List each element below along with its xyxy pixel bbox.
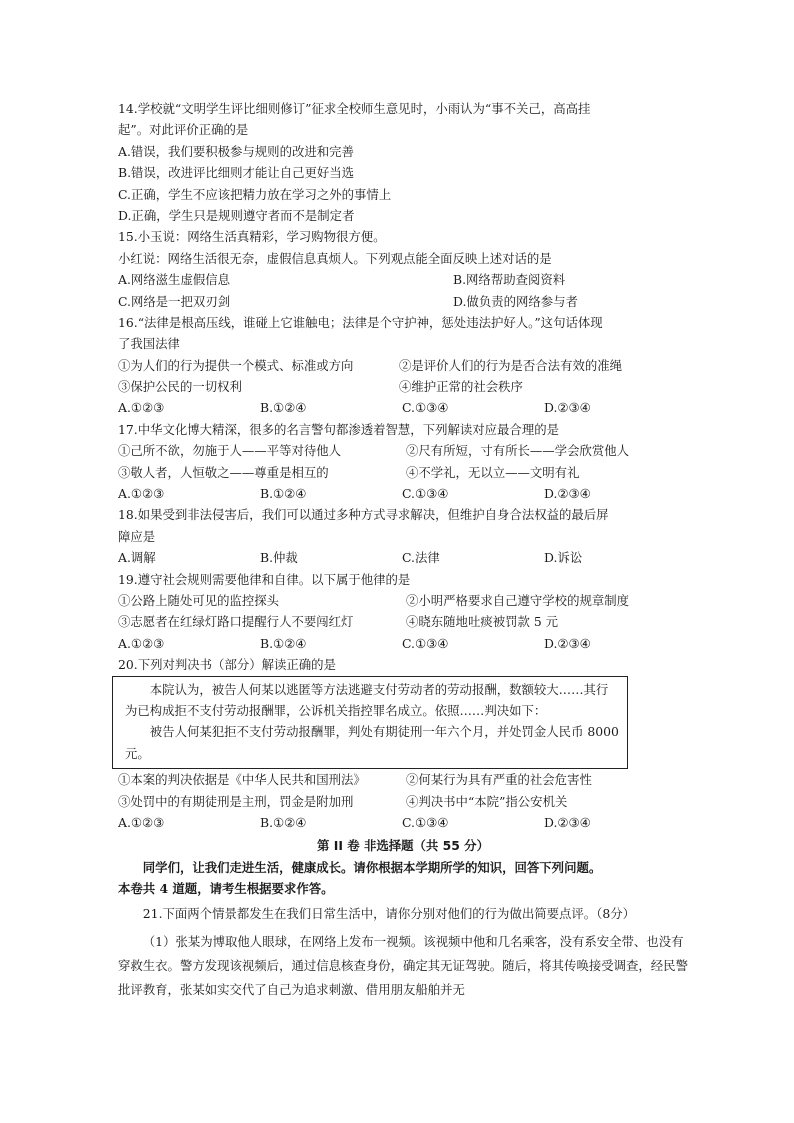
q16-stem-line-1: 16.“法律是根高压线，谁碰上它谁触电；法律是个守护神，惩处违法护好人。”这句话体现 — [118, 314, 603, 330]
q20-option-d: D.②③④ — [544, 814, 591, 830]
q17-item-2: ②尺有所短，寸有所长——学会欣赏他人 — [406, 443, 630, 459]
section-2-title: 第 II 卷 非选择题（共 55 分） — [317, 838, 489, 854]
q16-items-row-2 — [118, 376, 688, 397]
q15-option-d: D.做负责的网络参与者 — [453, 293, 578, 309]
q17-item-3: ③敬人者，人恒敬之——尊重是相互的 — [118, 464, 329, 480]
question-21 — [118, 903, 688, 1002]
q14-option-a: A.错误，我们要积极参与规则的改进和完善 — [118, 143, 354, 159]
q15-stem-line-1: 15.小玉说：网络生活真精彩，学习购物很方便。 — [118, 229, 386, 245]
q20-items-row-1 — [118, 769, 688, 790]
q14-option-d: D.正确，学生只是规则遵守者而不是制定者 — [118, 207, 355, 223]
q17-option-c: C.①③④ — [402, 486, 449, 502]
question-20 — [118, 654, 688, 833]
q16-item-4: ④维护正常的社会秩序 — [399, 379, 523, 395]
q19-option-c: C.①③④ — [402, 635, 449, 651]
q18-stem-line-2: 障应是 — [118, 528, 156, 544]
q19-option-b: B.①②④ — [260, 635, 307, 651]
q20-item-2: ②何某行为具有严重的社会危害性 — [406, 772, 592, 788]
q17-item-1: ①己所不欲，勿施于人——平等对待他人 — [118, 443, 342, 459]
q18-option-d: D.诉讼 — [544, 550, 583, 566]
q15-stem-line-2: 小红说：网络生活很无奈，虚假信息真烦人。下列观点能全面反映上述对话的是 — [118, 250, 552, 266]
q15-options-row-1 — [118, 269, 688, 290]
q20-item-3: ③处罚中的有期徒刑是主刑，罚金是附加刑 — [118, 793, 354, 809]
section-2-intro-line-1: 同学们，让我们走进生活，健康成长。请你根据本学期所学的知识，回答下列问题。 — [142, 859, 602, 875]
q14-stem-line-2: 起”。对此评价正确的是 — [118, 122, 249, 138]
q16-item-3: ③保护公民的一切权利 — [118, 379, 242, 395]
q19-stem: 19.遵守社会规则需要他律和自律。以下属于他律的是 — [118, 571, 411, 587]
q16-option-d: D.②③④ — [544, 400, 591, 416]
q16-items-row-1 — [118, 355, 688, 376]
question-16 — [118, 312, 688, 419]
question-15 — [118, 226, 688, 312]
exam-page — [118, 98, 688, 1002]
q17-item-4: ④不学礼，无以立——文明有礼 — [406, 464, 580, 480]
question-14 — [118, 98, 688, 226]
q14-stem-line-1: 14.学校就“文明学生评比细则修订”征求全校师生意见时，小雨认为“事不关己，高高挂 — [118, 101, 591, 116]
q19-option-a: A.①②③ — [118, 635, 165, 651]
q17-options — [118, 483, 688, 504]
q20-item-4: ④判决书中“本院”指公安机关 — [406, 793, 568, 809]
judgment-paragraph-1: 本院认为，被告人何某以逃匿等方法逃避支付劳动者的劳动报酬，数额较大……其行为已构成拒不支付劳动报酬罪，公诉机关指控罪名成立。依照……判决如下： — [125, 681, 609, 718]
q19-item-1: ①公路上随处可见的监控探头 — [118, 592, 280, 608]
q18-option-b: B.仲裁 — [260, 550, 298, 566]
q20-option-b: B.①②④ — [260, 814, 307, 830]
q19-item-4: ④晓东随地吐痰被罚款 5 元 — [406, 614, 559, 630]
q21-stem: 21.下面两个情景都发生在我们日常生活中，请你分别对他们的行为做出简要点评。（8分） — [142, 905, 636, 921]
q19-items-row-2 — [118, 611, 688, 632]
q16-stem-line-2: 了我国法律 — [118, 336, 180, 352]
question-18 — [118, 504, 688, 568]
q14-option-c: C.正确，学生不应该把精力放在学习之外的事情上 — [118, 186, 392, 202]
q17-stem: 17.中华文化博大精深，很多的名言警句都渗透着智慧，下列解读对应最合理的是 — [118, 421, 559, 437]
q17-items-row-1 — [118, 440, 688, 461]
q18-option-a: A.调解 — [118, 550, 156, 566]
q20-stem: 20.下列对判决书（部分）解读正确的是 — [118, 657, 336, 673]
q18-option-c: C.法律 — [402, 550, 440, 566]
judgment-paragraph-2: 被告人何某犯拒不支付劳动报酬罪，判处有期徒刑一年六个月，并处罚金人民币 8000 元。 — [125, 724, 619, 761]
judgment-excerpt-box — [112, 676, 628, 770]
q15-option-a: A.网络滋生虚假信息 — [118, 272, 231, 288]
q16-option-b: B.①②④ — [260, 400, 307, 416]
q16-options — [118, 397, 688, 418]
q16-option-a: A.①②③ — [118, 400, 165, 416]
question-19 — [118, 569, 688, 655]
q18-options — [118, 547, 688, 568]
q18-stem-line-1: 18.如果受到非法侵害后，我们可以通过多种方式寻求解决，但维护自身合法权益的最后屏 — [118, 507, 609, 523]
section-2 — [118, 835, 688, 899]
q19-options — [118, 633, 688, 654]
q20-items-row-2 — [118, 791, 688, 812]
question-17 — [118, 419, 688, 505]
q15-option-c: C.网络是一把双刃剑 — [118, 293, 231, 309]
q19-items-row-1 — [118, 590, 688, 611]
q17-option-a: A.①②③ — [118, 486, 165, 502]
q19-item-2: ②小明严格要求自己遵守学校的规章制度 — [406, 592, 630, 608]
q15-option-b: B.网络帮助查阅资料 — [453, 272, 566, 288]
q16-option-c: C.①③④ — [402, 400, 449, 416]
q14-option-b: B.错误，改进评比细则才能让自己更好当选 — [118, 165, 355, 181]
q17-items-row-2 — [118, 462, 688, 483]
q16-item-2: ②是评价人们的行为是否合法有效的准绳 — [399, 357, 623, 373]
q20-item-1: ①本案的判决依据是《中华人民共和国刑法》 — [118, 772, 366, 788]
q17-option-b: B.①②④ — [260, 486, 307, 502]
q20-option-c: C.①③④ — [402, 814, 449, 830]
q15-options-row-2 — [118, 291, 688, 312]
q20-options — [118, 812, 688, 833]
section-2-intro-line-2: 本卷共 4 道题，请考生根据要求作答。 — [118, 881, 334, 897]
q16-item-1: ①为人们的行为提供一个模式、标准或方向 — [118, 357, 354, 373]
q21-scene-1: （1）张某为博取他人眼球，在网络上发布一视频。该视频中他和几名乘客，没有系安全带、也没有穿救生衣。警方发现该视频后，通过信息核查身份，确定其无证驾驶。随后，将其传唤接受调查，经民警批评教育，张某如实交代了自己为追求刺激、借用朋友船舶并无 — [118, 933, 688, 997]
q20-option-a: A.①②③ — [118, 814, 165, 830]
q19-item-3: ③志愿者在红绿灯路口提醒行人不要闯红灯 — [118, 614, 354, 630]
q17-option-d: D.②③④ — [544, 486, 591, 502]
q19-option-d: D.②③④ — [544, 635, 591, 651]
